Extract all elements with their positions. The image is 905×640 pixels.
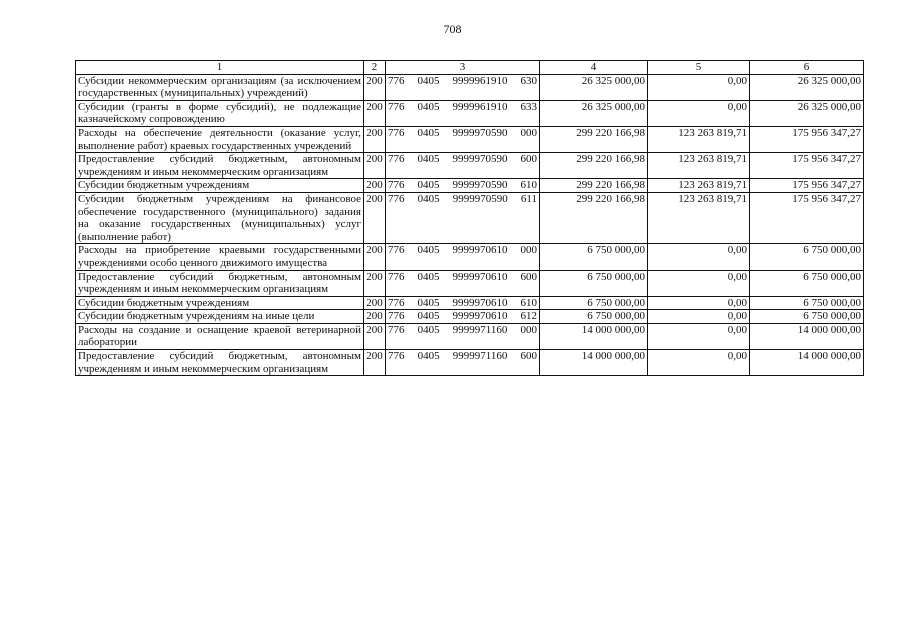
row-amount-col6: 6 750 000,00 bbox=[750, 310, 864, 324]
row-amount-col4: 26 325 000,00 bbox=[540, 100, 648, 126]
row-description: Расходы на приобретение краевыми государственными учреждениями особо ценного движимого имущества bbox=[76, 244, 364, 270]
row-amount-col5: 123 263 819,71 bbox=[648, 192, 750, 243]
row-amount-col6: 6 750 000,00 bbox=[750, 296, 864, 310]
row-description: Расходы на создание и оснащение краевой ветеринарной лаборатории bbox=[76, 323, 364, 349]
row-amount-col5: 0,00 bbox=[648, 310, 750, 324]
row-classification-code bbox=[386, 350, 540, 376]
row-description: Расходы на обеспечение деятельности (оказание услуг, выполнение работ) краевых государственных учреждений bbox=[76, 126, 364, 152]
row-amount-col4: 299 220 166,98 bbox=[540, 179, 648, 193]
row-description: Субсидии бюджетным учреждениям на иные цели bbox=[76, 310, 364, 324]
row-col2: 200 bbox=[364, 310, 386, 324]
row-classification-code bbox=[386, 310, 540, 324]
row-amount-col5: 123 263 819,71 bbox=[648, 153, 750, 179]
row-col2: 200 bbox=[364, 323, 386, 349]
column-header-1: 1 bbox=[76, 61, 364, 75]
row-amount-col6: 175 956 347,27 bbox=[750, 179, 864, 193]
code-department: 776 bbox=[388, 323, 405, 336]
code-department: 776 bbox=[388, 270, 405, 283]
header-row bbox=[76, 61, 864, 75]
code-department: 776 bbox=[388, 100, 405, 113]
code-target-item: 9999971160 bbox=[452, 323, 508, 336]
column-header-4: 4 bbox=[540, 61, 648, 75]
code-target-item: 9999970610 bbox=[452, 310, 508, 323]
code-target-item: 9999961910 bbox=[452, 74, 508, 87]
code-department: 776 bbox=[388, 74, 405, 87]
row-amount-col4: 6 750 000,00 bbox=[540, 244, 648, 270]
code-expense-type: 611 bbox=[520, 192, 537, 205]
row-col2: 200 bbox=[364, 270, 386, 296]
row-amount-col5: 0,00 bbox=[648, 270, 750, 296]
budget-table bbox=[75, 60, 864, 376]
code-section: 0405 bbox=[417, 244, 440, 257]
row-amount-col4: 26 325 000,00 bbox=[540, 74, 648, 100]
row-amount-col5: 0,00 bbox=[648, 296, 750, 310]
row-description: Субсидии бюджетным учреждениям на финансовое обеспечение государственного (муниципального) задания на оказание государственных (муниципальных) услуг (выполнение работ) bbox=[76, 192, 364, 243]
code-target-item: 9999970590 bbox=[452, 153, 508, 166]
code-section: 0405 bbox=[417, 192, 440, 205]
table-row bbox=[76, 126, 864, 152]
code-expense-type: 000 bbox=[520, 244, 537, 257]
row-description: Предоставление субсидий бюджетным, автономным учреждениям и иным некоммерческим организациям bbox=[76, 270, 364, 296]
row-amount-col6: 175 956 347,27 bbox=[750, 153, 864, 179]
code-section: 0405 bbox=[417, 74, 440, 87]
table-row bbox=[76, 100, 864, 126]
code-section: 0405 bbox=[417, 310, 440, 323]
code-department: 776 bbox=[388, 179, 405, 192]
code-department: 776 bbox=[388, 310, 405, 323]
code-expense-type: 600 bbox=[520, 153, 537, 166]
row-description: Предоставление субсидий бюджетным, автономным учреждениям и иным некоммерческим организациям bbox=[76, 350, 364, 376]
row-amount-col6: 14 000 000,00 bbox=[750, 350, 864, 376]
code-target-item: 9999971160 bbox=[452, 350, 508, 363]
row-classification-code bbox=[386, 153, 540, 179]
row-amount-col4: 14 000 000,00 bbox=[540, 323, 648, 349]
code-expense-type: 633 bbox=[520, 100, 537, 113]
row-amount-col6: 175 956 347,27 bbox=[750, 192, 864, 243]
row-col2: 200 bbox=[364, 126, 386, 152]
code-expense-type: 612 bbox=[520, 310, 537, 323]
code-department: 776 bbox=[388, 350, 405, 363]
row-amount-col4: 299 220 166,98 bbox=[540, 153, 648, 179]
table-row bbox=[76, 244, 864, 270]
column-header-2: 2 bbox=[364, 61, 386, 75]
row-classification-code bbox=[386, 74, 540, 100]
table-row bbox=[76, 310, 864, 324]
code-expense-type: 000 bbox=[520, 126, 537, 139]
row-classification-code bbox=[386, 126, 540, 152]
code-section: 0405 bbox=[417, 100, 440, 113]
row-amount-col4: 299 220 166,98 bbox=[540, 126, 648, 152]
row-classification-code bbox=[386, 270, 540, 296]
column-header-5: 5 bbox=[648, 61, 750, 75]
code-target-item: 9999970610 bbox=[452, 244, 508, 257]
row-col2: 200 bbox=[364, 74, 386, 100]
table-row bbox=[76, 153, 864, 179]
row-classification-code bbox=[386, 100, 540, 126]
code-section: 0405 bbox=[417, 323, 440, 336]
row-classification-code bbox=[386, 296, 540, 310]
table-row bbox=[76, 74, 864, 100]
row-classification-code bbox=[386, 244, 540, 270]
row-amount-col5: 0,00 bbox=[648, 100, 750, 126]
row-amount-col4: 6 750 000,00 bbox=[540, 296, 648, 310]
code-department: 776 bbox=[388, 296, 405, 309]
row-col2: 200 bbox=[364, 179, 386, 193]
code-department: 776 bbox=[388, 126, 405, 139]
code-section: 0405 bbox=[417, 296, 440, 309]
code-department: 776 bbox=[388, 192, 405, 205]
code-expense-type: 600 bbox=[520, 350, 537, 363]
code-expense-type: 630 bbox=[520, 74, 537, 87]
code-expense-type: 600 bbox=[520, 270, 537, 283]
row-col2: 200 bbox=[364, 192, 386, 243]
row-amount-col5: 0,00 bbox=[648, 350, 750, 376]
row-classification-code bbox=[386, 192, 540, 243]
row-col2: 200 bbox=[364, 100, 386, 126]
code-section: 0405 bbox=[417, 126, 440, 139]
row-amount-col5: 0,00 bbox=[648, 244, 750, 270]
code-section: 0405 bbox=[417, 350, 440, 363]
code-target-item: 9999970590 bbox=[452, 179, 508, 192]
row-description: Предоставление субсидий бюджетным, автономным учреждениям и иным некоммерческим организациям bbox=[76, 153, 364, 179]
page-number: 708 bbox=[443, 22, 462, 36]
code-expense-type: 610 bbox=[520, 296, 537, 309]
table-body bbox=[76, 74, 864, 376]
row-amount-col4: 6 750 000,00 bbox=[540, 310, 648, 324]
code-target-item: 9999961910 bbox=[452, 100, 508, 113]
row-description: Субсидии бюджетным учреждениям bbox=[76, 296, 364, 310]
row-amount-col6: 26 325 000,00 bbox=[750, 100, 864, 126]
column-header-3: 3 bbox=[386, 61, 540, 75]
code-section: 0405 bbox=[417, 179, 440, 192]
table-row bbox=[76, 350, 864, 376]
table-row bbox=[76, 296, 864, 310]
code-target-item: 9999970610 bbox=[452, 296, 508, 309]
code-expense-type: 000 bbox=[520, 323, 537, 336]
table-row bbox=[76, 179, 864, 193]
row-amount-col6: 14 000 000,00 bbox=[750, 323, 864, 349]
row-classification-code bbox=[386, 323, 540, 349]
code-department: 776 bbox=[388, 153, 405, 166]
row-col2: 200 bbox=[364, 153, 386, 179]
row-amount-col4: 6 750 000,00 bbox=[540, 270, 648, 296]
table-row bbox=[76, 323, 864, 349]
row-col2: 200 bbox=[364, 244, 386, 270]
code-target-item: 9999970590 bbox=[452, 192, 508, 205]
code-section: 0405 bbox=[417, 153, 440, 166]
code-target-item: 9999970610 bbox=[452, 270, 508, 283]
row-description: Субсидии (гранты в форме субсидий), не подлежащие казначейскому сопровождению bbox=[76, 100, 364, 126]
row-amount-col6: 26 325 000,00 bbox=[750, 74, 864, 100]
row-amount-col5: 123 263 819,71 bbox=[648, 179, 750, 193]
row-classification-code bbox=[386, 179, 540, 193]
table-row bbox=[76, 192, 864, 243]
code-section: 0405 bbox=[417, 270, 440, 283]
row-amount-col5: 0,00 bbox=[648, 74, 750, 100]
row-amount-col6: 6 750 000,00 bbox=[750, 244, 864, 270]
row-col2: 200 bbox=[364, 296, 386, 310]
row-col2: 200 bbox=[364, 350, 386, 376]
row-amount-col4: 14 000 000,00 bbox=[540, 350, 648, 376]
row-description: Субсидии бюджетным учреждениям bbox=[76, 179, 364, 193]
row-amount-col4: 299 220 166,98 bbox=[540, 192, 648, 243]
row-description: Субсидии некоммерческим организациям (за исключением государственных (муниципальных) учреждений) bbox=[76, 74, 364, 100]
code-target-item: 9999970590 bbox=[452, 126, 508, 139]
code-expense-type: 610 bbox=[520, 179, 537, 192]
row-amount-col6: 6 750 000,00 bbox=[750, 270, 864, 296]
row-amount-col5: 0,00 bbox=[648, 323, 750, 349]
table-row bbox=[76, 270, 864, 296]
row-amount-col6: 175 956 347,27 bbox=[750, 126, 864, 152]
code-department: 776 bbox=[388, 244, 405, 257]
column-header-6: 6 bbox=[750, 61, 864, 75]
row-amount-col5: 123 263 819,71 bbox=[648, 126, 750, 152]
